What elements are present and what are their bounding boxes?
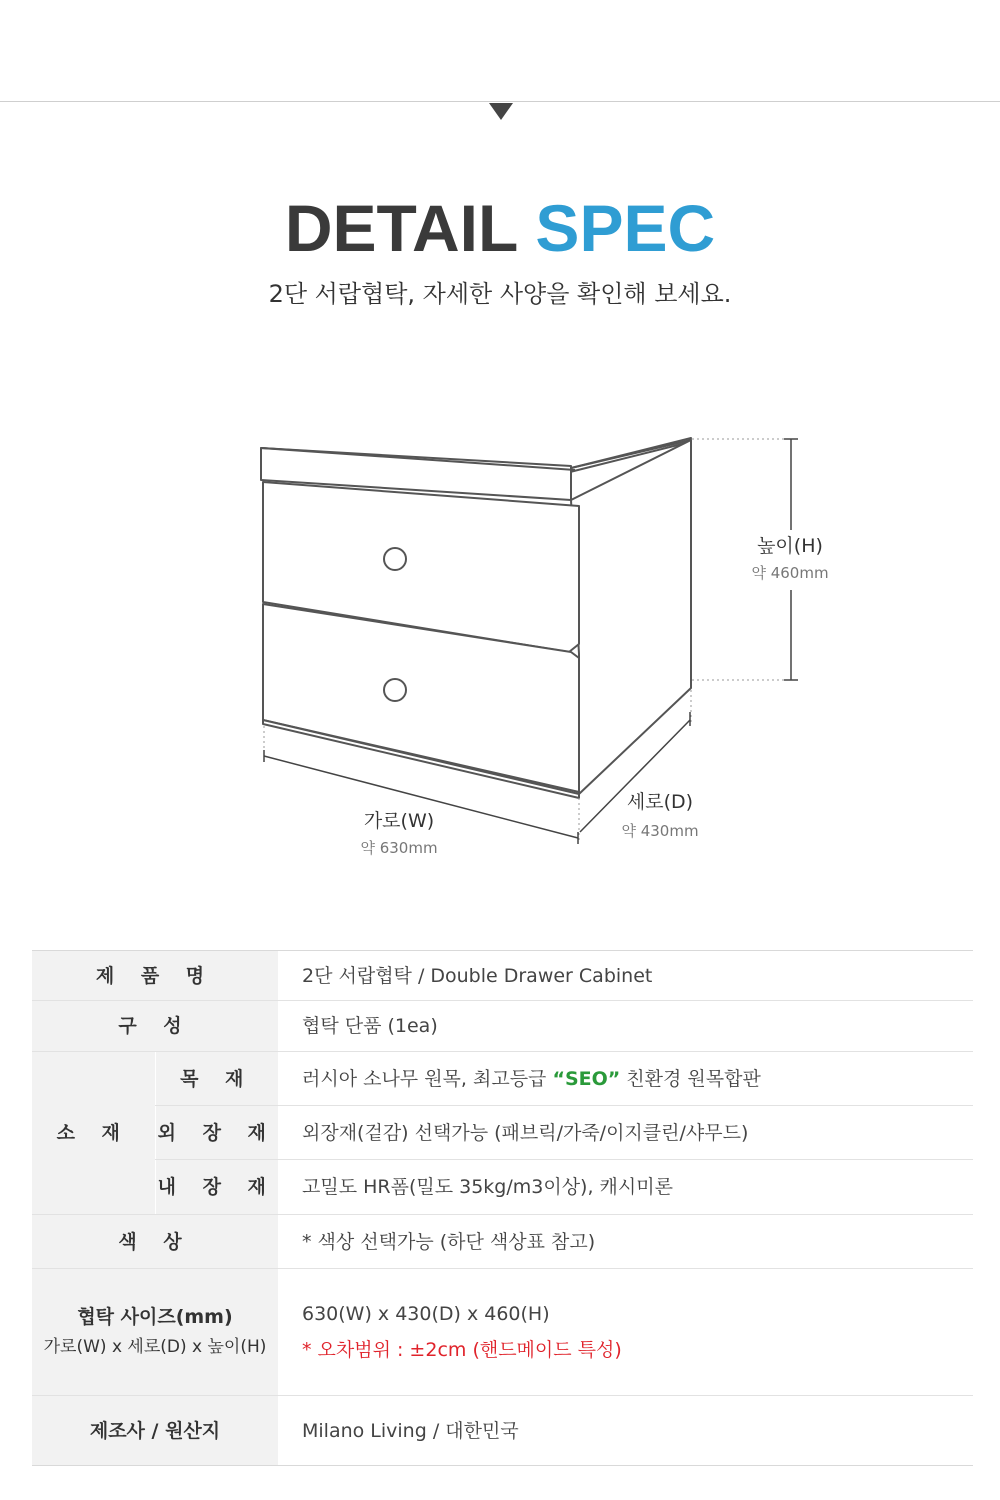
table-row — [32, 1001, 973, 1052]
depth-value: 약 430mm — [621, 822, 699, 840]
table-row — [32, 1269, 973, 1396]
cabinet-side — [571, 440, 691, 794]
table-row — [32, 1396, 973, 1466]
product-name-label: 제 품 명 — [95, 964, 215, 987]
table-row — [32, 1052, 973, 1106]
composition-label: 구 성 — [118, 1015, 192, 1037]
product-name-value: 2단 서랍협탁 / Double Drawer Cabinet — [278, 951, 973, 1001]
material-label: 소 재 — [56, 1122, 130, 1144]
table-row — [32, 1160, 973, 1215]
color-value: * 색상 선택가능 (하단 색상표 참고) — [278, 1215, 973, 1269]
maker-value: Milano Living / 대한민국 — [278, 1396, 973, 1466]
top-divider — [0, 101, 1000, 102]
width-value: 약 630mm — [360, 839, 438, 857]
drawer-knob-upper — [384, 548, 406, 570]
title-main: DETAIL — [284, 191, 518, 265]
cabinet-dimension-diagram — [0, 400, 1000, 880]
size-note: * 오차범위 : ±2cm (핸드메이드 특성) — [302, 1339, 622, 1361]
wood-value-prefix: 러시아 소나무 원목, 최고등급 — [302, 1067, 553, 1090]
height-value: 약 460mm — [751, 564, 829, 582]
wood-grade: “SEO” — [552, 1067, 621, 1090]
table-row — [32, 1106, 973, 1160]
wood-label: 목 재 — [180, 1067, 254, 1090]
height-label: 높이(H) — [757, 535, 823, 557]
maker-label: 제조사 / 원산지 — [32, 1396, 278, 1466]
table-row — [32, 951, 973, 1001]
wood-value — [278, 1052, 973, 1106]
color-label: 색 상 — [118, 1230, 192, 1253]
size-sublabel: 가로(W) x 세로(D) x 높이(H) — [43, 1337, 267, 1357]
size-label: 협탁 사이즈(mm) — [77, 1306, 233, 1328]
interior-value: 고밀도 HR폼(밀도 35kg/m3이상), 캐시미론 — [278, 1160, 973, 1215]
size-value: 630(W) x 430(D) x 460(H) — [302, 1303, 550, 1325]
interior-label: 내 장 재 — [157, 1176, 276, 1198]
depth-label: 세로(D) — [626, 791, 694, 813]
exterior-value: 외장재(겉감) 선택가능 (패브릭/가죽/이지클린/샤무드) — [278, 1106, 973, 1160]
wood-value-suffix: 친환경 원목합판 — [620, 1067, 761, 1090]
page-title — [0, 190, 1000, 266]
exterior-label: 외 장 재 — [157, 1121, 276, 1144]
spec-table — [32, 950, 973, 1466]
drawer-knob-lower — [384, 679, 406, 701]
arrow-down-icon — [489, 103, 513, 120]
table-row — [32, 1215, 973, 1269]
page-subtitle: 2단 서랍협탁, 자세한 사양을 확인해 보세요. — [268, 280, 732, 308]
composition-value: 협탁 단품 (1ea) — [278, 1001, 973, 1052]
title-accent: SPEC — [535, 191, 716, 265]
width-label: 가로(W) — [363, 810, 435, 832]
